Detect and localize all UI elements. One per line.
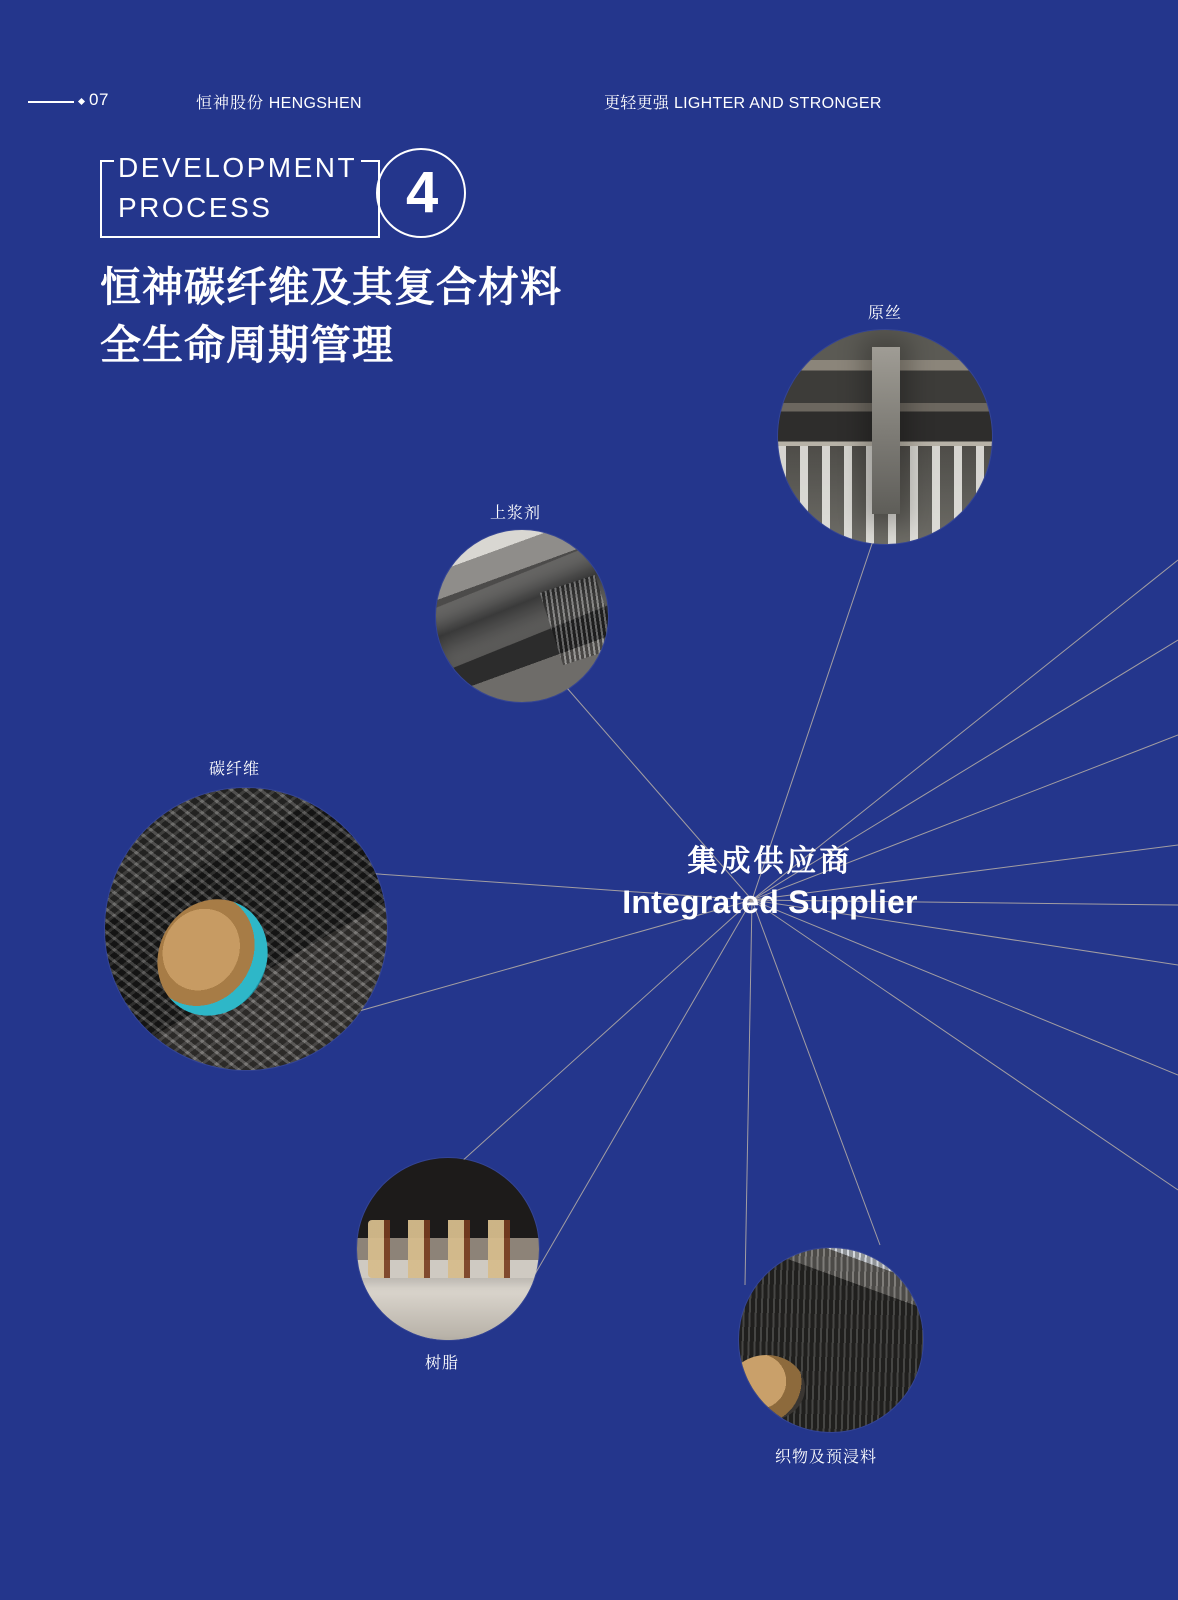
section-number: 4 bbox=[400, 162, 444, 224]
eyebrow-line2: PROCESS bbox=[114, 192, 276, 224]
header-slogan-en: LIGHTER AND STRONGER bbox=[673, 95, 882, 112]
carbon-fiber-tube-photo bbox=[105, 788, 387, 1070]
header-rule bbox=[28, 101, 74, 103]
node-caption-raw-fiber: 原丝 bbox=[868, 305, 903, 322]
node-caption-carbon-fiber: 碳纤维 bbox=[209, 761, 261, 778]
resin-bottles-photo bbox=[357, 1158, 539, 1340]
factory-hall-photo bbox=[778, 330, 992, 544]
header-brand bbox=[196, 90, 362, 113]
node-caption-sizing-agent: 上浆剂 bbox=[490, 505, 542, 522]
node-raw-fiber[interactable] bbox=[778, 305, 992, 544]
page-header bbox=[0, 86, 1178, 118]
node-caption-resin: 树脂 bbox=[425, 1355, 460, 1372]
page-title bbox=[100, 258, 740, 374]
node-image-resin bbox=[357, 1158, 539, 1340]
node-image-sizing-agent bbox=[436, 530, 608, 702]
node-image-raw-fiber bbox=[778, 330, 992, 544]
node-caption-fabric-prepreg: 织物及预浸料 bbox=[775, 1449, 878, 1466]
header-slogan-cn: 更轻更强 bbox=[604, 95, 670, 112]
sizing-roller-photo bbox=[436, 530, 608, 702]
title-block bbox=[100, 152, 740, 374]
header-diamond-icon bbox=[78, 98, 85, 105]
node-image-fabric-prepreg bbox=[739, 1248, 923, 1432]
prepreg-roll-photo bbox=[739, 1248, 923, 1432]
header-brand-cn: 恒神股份 bbox=[196, 95, 265, 112]
page-title-line2: 全生命周期管理 bbox=[100, 322, 394, 369]
node-resin[interactable] bbox=[357, 1158, 539, 1372]
header-slogan bbox=[604, 90, 882, 113]
node-fabric-prepreg[interactable] bbox=[739, 1248, 923, 1466]
page-title-line1: 恒神碳纤维及其复合材料 bbox=[100, 264, 562, 310]
hub-label-en: Integrated Supplier bbox=[622, 883, 918, 920]
node-carbon-fiber[interactable] bbox=[105, 761, 387, 1070]
page-number: 07 bbox=[89, 90, 109, 109]
node-image-carbon-fiber bbox=[105, 788, 387, 1070]
section-eyebrow bbox=[100, 152, 439, 240]
eyebrow-line1: DEVELOPMENT bbox=[114, 152, 361, 184]
hub-label bbox=[560, 845, 980, 923]
hub-label-cn: 集成供应商 bbox=[687, 845, 853, 878]
header-brand-en: HENGSHEN bbox=[268, 95, 362, 112]
node-sizing-agent[interactable] bbox=[436, 505, 608, 702]
